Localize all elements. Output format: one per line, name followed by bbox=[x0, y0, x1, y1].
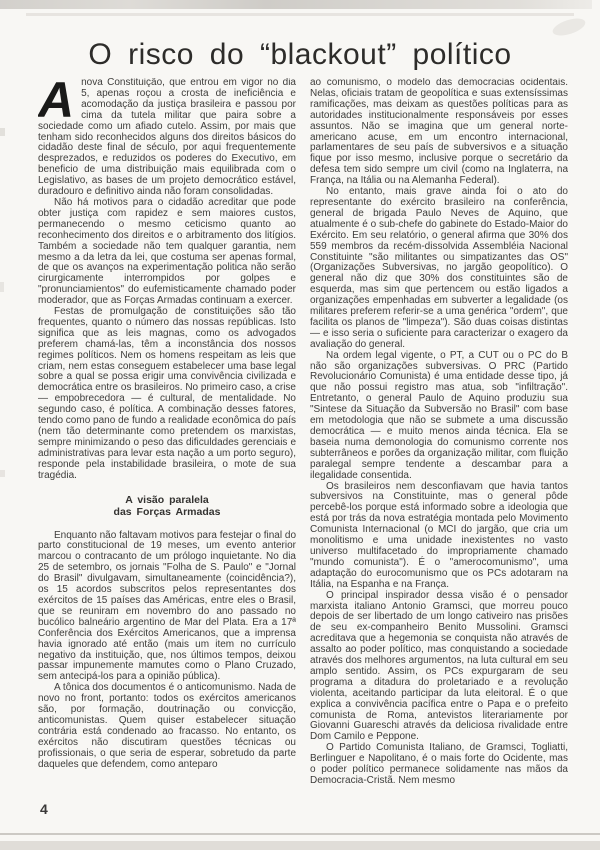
paragraph: Os brasileiros nem desconfiavam que havia tantos subversivos na Constituinte, mas o general pôde percebê-los porque está informado sobre a ideologia que está por trás da nova estratégia montada pelo Movimento Comunista Internacional (o MCI do jargão, que cria um monolitismo e uma unidade inexistentes no vasto universo multifacetado do impropriamente chamado "mundo comunista"). É o "amerocomunismo", uma adaptação do eurocomunismo que os PCs adotaram na Itália, na Espanha e na França. bbox=[310, 480, 568, 590]
article-body bbox=[38, 78, 568, 800]
paragraph: No entanto, mais grave ainda foi o ato do representante do exército brasileiro na conferência, general de brigada Paulo Neves de Aquino, que atualmente é o sub-chefe do gabinete do Estado-Maior do Exército. Em seu relatório, o general afirma que 30% dos 559 membros da recém-dissolvida Assembléia Nacional Constituinte "são militantes ou simpatizantes das OS" (Organizações Subversivas, no jargão geopolítico). O general não diz que 30% dos constituintes são de esquerda, mas sim que pertencem ou estão ligados a organizações empenhadas em subverter a legalidade (os militares preferem referir-se a uma genérica "ordem", que facilita os planos de "limpeza"). São duas coisas distintas — e isso seria o suficiente para caracterizar o exagero da avaliação do general. bbox=[310, 186, 568, 350]
paragraph-text: nova Constituição, que entrou em vigor no dia 5, apenas roçou a crosta de ineficiência e acomodação da justiça brasileira e passou por cima da tutela militar que paira sobre a sociedade como um afiado cutelo. Assim, por mais que tenham sido reconhecidos alguns dos direitos básicos do cidadão deste final de século, por aqui frequentemente desprezados, e reduzidos os poderes do Executivo, em beneficio de uma distribuição mais equilibrada com o Legislativo, as bases de um projeto democrático estável, duradouro e definitivo ainda não foram consolidadas. bbox=[38, 78, 296, 198]
paragraph: ao comunismo, o modelo das democracias ocidentais. Nelas, oficiais tratam de geopolítica e suas extensíssimas ramificações, mas deixam as questões políticas para as autoridades institucionalmente responsáveis por esses assuntos. Não se imagina que um general norte-americano acuse, em um encontro internacional, parlamentares de seu país de subversivos e a situação fique por isso mesmo, inclusive porque o secretário da defesa tem sido sempre um civil (como na Inglaterra, na França, na Itália ou na Alemanha Federal). bbox=[310, 78, 568, 187]
section-heading-line2: das Forças Armadas bbox=[113, 506, 221, 519]
column-left bbox=[38, 78, 296, 800]
section-heading bbox=[38, 494, 296, 519]
dropcap-letter: A bbox=[38, 78, 75, 128]
paragraph-lead bbox=[38, 78, 296, 198]
paragraph: Enquanto não faltavam motivos para festejar o final do parto constitucional de 19 meses, um evento anterior marcou o contracanto de um prólogo inquietante. No dia 25 de setembro, os jornais "Folha de S. Paulo" e "Jornal do Brasil" divulgavam, simultaneamente (coincidência?), os 15 acordos subscritos pelos representantes dos exércitos de 15 países das Américas, entre eles o Brasil, que se reuniram em novembro do ano passado no bucólico balneário argentino de Mar del Plata. Era a 17ª Conferência dos Exércitos Americanos, que a imprensa havia ignorado até então (mais um item no currículo negativo da instituição, que, nos últimos tempos, deixou passar impunemente mamutes como o Plano Cruzado, sem antecipá-los para a opinião pública). bbox=[38, 529, 296, 683]
column-right bbox=[310, 78, 568, 800]
scan-artifact-edge-smudge bbox=[0, 128, 5, 136]
paragraph: Na ordem legal vigente, o PT, a CUT ou o PC do B não são organizações subversivas. O PRC (Partido Revolucionário Comunista) é uma entidade desse tipo, já que não possui registro mas atua, sob "infiltração". Entretanto, o general Paulo de Aquino produziu sua "Sintese da Situação da Subversão no Brasil" com base em metodologia que não se submete a uma discussão democrática — e muito menos ainda técnica. Ela se baseia numa demonologia do comunismo corrente nos subterrâneos e porões da organização militar, com fluição paralegal sempre tendente a descambar para a ilegalidade consentida. bbox=[310, 349, 568, 481]
article-title: O risco do “blackout” político bbox=[88, 38, 512, 71]
scan-artifact-edge-smudge bbox=[0, 282, 4, 292]
paragraph: O Partido Comunista Italiano, de Gramsci, Togliatti, Berlinguer e Napolitano, é o mais forte do Ocidente, mas o poder político permanece solidamente nas mãos da Democracia-Cristã. Nem mesmo bbox=[310, 742, 568, 786]
paragraph: Não há motivos para o cidadão acreditar que pode obter justiça com rapidez e sem maiores custos, permanecendo o mesmo ceticismo quanto ao reconhecimento dos direitos e o arbitramento dos litígios. Também a sociedade não tem qualquer garantia, nem mesmo a da letra da lei, que costuma ser apenas formal, de que os avanços na experimentação politica não serão cirurgicamente interrompidos por golpes e "pronunciamientos" do eufemisticamente chamado poder moderador, que as Forças Armadas continuam a exercer. bbox=[38, 196, 296, 307]
paragraph: O principal inspirador dessa visão é o pensador marxista italiano Antonio Gramsci, que morreu pouco depois de ser libertado de um longo cativeiro nas prisões de seu ex-companheiro Benito Mussolini. Gramsci acreditava que a hegemonia se conquista não através de assalto ao poder político, mas conquistando a sociedade através dos melhores argumentos, na luta cultural em seu amplo sentido. Assim, os PCs expurgaram de seu programa a ditadura do proletariado e a revolução violenta, aceitando participar da luta eleitoral. É o que explica a convivência pacífica entre o Papa e o prefeito comunista de Roma, antevistos literariamente por Giovanni Guareschi através da deliciosa rivalidade entre Dom Camilo e Peppone. bbox=[310, 589, 568, 743]
paragraph: A tônica dos documentos é o anticomunismo. Nada de novo no front, portanto: todos os exércitos americanos são, por formação, doutrinação ou convicção, anticomunistas. Quem quiser estabelecer situação contrária está condenado ao fracasso. No entanto, os exércitos não discutiram questões técnicas ou profissionais, o que seria de esperar, sobretudo da parte daqueles que defendem, como anteparo bbox=[38, 682, 296, 770]
scan-artifact-bottom-line bbox=[0, 833, 600, 835]
paragraph: Festas de promulgação de constituições são tão frequentes, quanto o número das nossas repúblicas. Isto significa que as leis magnas, como os advogados preferem chamá-las, têm a inconstância dos nossos regimes políticos. Nem os homens respeitam as leis que criam, nem estas conseguem estabelecer uma base legal sobre a qual se possa erigir uma convivência civilizada e democrática entre os brasileiros. No primeiro caso, a crise — empobrecedora — é cultural, de mentalidade. No segundo caso, é política. A combinação desses fatores, tendo como pano de fundo a realidade econômica do país (nem tão determinante como pretendem os marxistas, sempre minimizando o peso das dificuldades gerenciais e administrativas para levar esta nação a um porto seguro), responde pela instabilidade brasileira, o mote de sua tragédia. bbox=[38, 306, 296, 481]
section-heading-line1: A visão paralela bbox=[125, 493, 209, 506]
page-number: 4 bbox=[40, 801, 48, 817]
scan-artifact-edge-smudge bbox=[0, 470, 5, 477]
scan-artifact-bottom-band bbox=[0, 841, 600, 850]
